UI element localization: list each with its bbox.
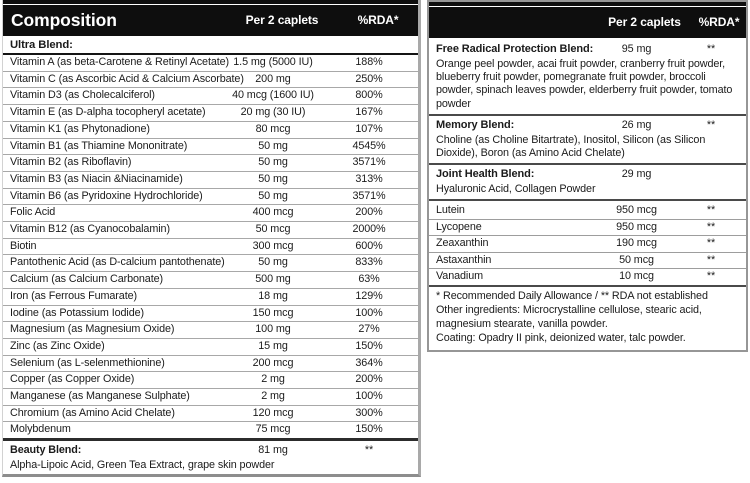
section-divider bbox=[429, 199, 746, 201]
beauty-blend-ingredients: Alpha-Lipoic Acid, Green Tea Extract, grape skin powder bbox=[10, 459, 275, 472]
blend-ingredients: Choline (as Choline Bitartrate), Inositol, Silicon (as Silicon Dioxide), Boron (as Amino Acid Chelate) bbox=[436, 133, 706, 160]
nutrient-amount: 200 mg bbox=[255, 72, 291, 85]
nutrient-rda: 27% bbox=[358, 323, 380, 336]
table-row bbox=[3, 422, 418, 438]
table-row bbox=[429, 269, 746, 286]
nutrient-name: Vitamin B2 (as Riboflavin) bbox=[10, 156, 132, 169]
header-top-strip bbox=[3, 0, 418, 4]
blend-rda: ** bbox=[364, 444, 374, 457]
nutrient-name: Copper (as Copper Oxide) bbox=[10, 373, 135, 386]
table-row bbox=[3, 339, 418, 356]
nutrient-amount: 2 mg bbox=[261, 390, 285, 403]
nutrient-name: Calcium (as Calcium Carbonate) bbox=[10, 273, 164, 286]
section-divider bbox=[429, 114, 746, 116]
nutrient-rda: ** bbox=[706, 270, 716, 283]
nutrient-rda: 129% bbox=[355, 289, 383, 302]
nutrient-rda: ** bbox=[706, 237, 716, 250]
nutrient-rda: ** bbox=[706, 204, 716, 217]
nutrient-amount: 50 mg bbox=[258, 189, 288, 202]
nutrient-rda: 100% bbox=[355, 306, 383, 319]
nutrient-amount: 50 mg bbox=[258, 172, 288, 185]
table-row bbox=[3, 272, 418, 289]
table-row bbox=[429, 220, 746, 237]
composition-panel bbox=[2, 0, 421, 477]
nutrient-name: Lycopene bbox=[436, 220, 482, 233]
nutrient-name: Iodine (as Potassium Iodide) bbox=[10, 306, 145, 319]
blend-rda: ** bbox=[706, 118, 716, 131]
nutrient-amount: 2 mg bbox=[261, 373, 285, 386]
column-header-rda: %RDA* bbox=[698, 15, 740, 29]
nutrient-amount: 50 mg bbox=[258, 139, 288, 152]
nutrient-amount: 20 mg (30 IU) bbox=[240, 106, 306, 119]
nutrient-name: Chromium (as Amino Acid Chelate) bbox=[10, 406, 175, 419]
nutrient-name: Vitamin C (as Ascorbic Acid & Calcium Ascorbate) bbox=[10, 72, 244, 85]
nutrient-amount: 150 mcg bbox=[252, 306, 294, 319]
nutrient-name: Astaxanthin bbox=[436, 253, 492, 266]
nutrient-rda: 313% bbox=[355, 172, 383, 185]
footnotes bbox=[429, 287, 746, 350]
column-header-rda: %RDA* bbox=[357, 13, 399, 27]
composition-header-bar bbox=[3, 5, 418, 36]
nutrient-name: Selenium (as L-selenmethionine) bbox=[10, 356, 165, 369]
nutrient-rda: ** bbox=[706, 253, 716, 266]
nutrient-table bbox=[3, 55, 418, 438]
blend-section bbox=[429, 118, 746, 165]
nutrient-amount: 190 mcg bbox=[616, 237, 657, 250]
blends-header-bar bbox=[429, 7, 746, 38]
nutrient-name: Molybdenum bbox=[10, 423, 71, 436]
table-row bbox=[429, 203, 746, 220]
panel-title: Composition bbox=[11, 10, 117, 30]
table-row bbox=[3, 356, 418, 373]
nutrient-rda: 2000% bbox=[352, 223, 386, 236]
other-ingredients-note: Other ingredients: Microcrystalline cellulose, stearic acid, magnesium stearate, vanilla powder. bbox=[436, 303, 702, 330]
nutrient-amount: 500 mg bbox=[255, 273, 291, 286]
table-row bbox=[3, 189, 418, 206]
blend-name: Free Radical Protection Blend: bbox=[436, 43, 594, 55]
nutrient-name: Iron (as Ferrous Fumarate) bbox=[10, 289, 137, 302]
table-row bbox=[429, 253, 746, 270]
nutrient-name: Folic Acid bbox=[10, 206, 56, 219]
blend-name: Joint Health Blend: bbox=[436, 168, 535, 181]
blend-ingredients: Orange peel powder, acai fruit powder, cranberry fruit powder, blueberry fruit powder, pomegranate fruit powder, broccoli powder, spinach leaves powder, elderberry fruit powder, tomato powder bbox=[436, 58, 733, 110]
nutrient-name: Biotin bbox=[10, 239, 37, 252]
nutrient-amount: 950 mcg bbox=[616, 220, 657, 233]
nutrient-name: Vanadium bbox=[436, 270, 484, 283]
nutrient-amount: 100 mg bbox=[255, 323, 291, 336]
blend-amount: 26 mg bbox=[621, 118, 652, 131]
nutrient-rda: 63% bbox=[358, 273, 380, 286]
blend-title-row bbox=[429, 167, 746, 182]
column-header-amount: Per 2 caplets bbox=[245, 13, 319, 27]
nutrient-amount: 50 mg bbox=[258, 256, 288, 269]
nutrient-amount: 120 mcg bbox=[252, 406, 294, 419]
nutrient-amount: 75 mcg bbox=[255, 423, 291, 436]
nutrient-rda: 188% bbox=[355, 56, 383, 68]
nutrient-rda: 800% bbox=[355, 89, 383, 102]
nutrient-name: Vitamin A (as beta-Carotene & Retinyl Acetate) bbox=[10, 56, 230, 68]
rda-footnote: * Recommended Daily Allowance / ** RDA not established bbox=[436, 289, 708, 302]
nutrient-rda: ** bbox=[706, 220, 716, 233]
nutrient-amount: 80 mcg bbox=[255, 122, 291, 135]
nutrient-rda: 300% bbox=[355, 406, 383, 419]
beauty-blend-row bbox=[3, 441, 418, 458]
nutrient-name: Zeaxanthin bbox=[436, 237, 489, 250]
blend-ingredients: Hyaluronic Acid, Collagen Powder bbox=[436, 183, 596, 196]
table-row bbox=[3, 55, 418, 72]
nutrient-name: Vitamin K1 (as Phytonadione) bbox=[10, 122, 150, 135]
nutrient-rda: 250% bbox=[355, 72, 383, 85]
blend-title-row bbox=[429, 118, 746, 133]
nutrient-name: Vitamin B3 (as Niacin &Niacinamide) bbox=[10, 172, 183, 185]
nutrient-amount: 300 mcg bbox=[252, 239, 294, 252]
nutrient-rda: 833% bbox=[355, 256, 383, 269]
table-row bbox=[3, 88, 418, 105]
blend-rda: ** bbox=[706, 43, 716, 55]
table-row bbox=[3, 72, 418, 89]
nutrient-rda: 150% bbox=[355, 339, 383, 352]
section-title: Ultra Blend: bbox=[10, 39, 73, 51]
nutrient-amount: 950 mcg bbox=[616, 204, 657, 217]
nutrient-rda: 100% bbox=[355, 390, 383, 403]
blend-name: Memory Blend: bbox=[436, 118, 515, 131]
nutrient-rda: 3571% bbox=[352, 189, 386, 202]
nutrient-amount: 50 mg bbox=[258, 156, 288, 169]
blend-title-row bbox=[429, 42, 746, 57]
table-row bbox=[3, 255, 418, 272]
blends-panel bbox=[427, 0, 748, 352]
column-header-amount: Per 2 caplets bbox=[608, 15, 681, 29]
nutrient-amount: 50 mcg bbox=[619, 253, 654, 266]
blend-section bbox=[429, 167, 746, 201]
blend-name: Beauty Blend: bbox=[10, 444, 82, 457]
nutrient-name: Vitamin B12 (as Cyanocobalamin) bbox=[10, 223, 170, 236]
nutrient-amount: 200 mcg bbox=[252, 356, 294, 369]
blend-amount: 29 mg bbox=[621, 168, 652, 181]
nutrient-rda: 4545% bbox=[352, 139, 386, 152]
blend-section bbox=[429, 42, 746, 116]
nutrient-name: Pantothenic Acid (as D-calcium pantothenate) bbox=[10, 256, 225, 269]
nutrient-amount: 18 mg bbox=[258, 289, 288, 302]
table-row bbox=[3, 205, 418, 222]
table-row bbox=[3, 139, 418, 156]
nutrient-amount: 50 mcg bbox=[255, 223, 291, 236]
nutrient-name: Vitamin B1 (as Thiamine Mononitrate) bbox=[10, 139, 188, 152]
nutrient-rda: 200% bbox=[355, 373, 383, 386]
table-row bbox=[3, 289, 418, 306]
table-row bbox=[3, 222, 418, 239]
nutrient-name: Vitamin D3 (as Cholecalciferol) bbox=[10, 89, 155, 102]
table-row bbox=[3, 155, 418, 172]
nutrient-name: Vitamin E (as D-alpha tocopheryl acetate) bbox=[10, 106, 206, 119]
ultra-blend-title-row bbox=[3, 36, 418, 55]
nutrient-name: Zinc (as Zinc Oxide) bbox=[10, 339, 105, 352]
nutrient-name: Manganese (as Manganese Sulphate) bbox=[10, 390, 190, 403]
table-row bbox=[3, 105, 418, 122]
nutrient-amount: 40 mcg (1600 IU) bbox=[232, 89, 314, 102]
table-row bbox=[3, 322, 418, 339]
nutrient-name: Lutein bbox=[436, 204, 465, 217]
table-row bbox=[3, 406, 418, 423]
table-row bbox=[3, 122, 418, 139]
blend-amount: 95 mg bbox=[621, 43, 652, 55]
nutrient-name: Vitamin B6 (as Pyridoxine Hydrochloride) bbox=[10, 189, 203, 202]
table-row bbox=[429, 236, 746, 253]
header-top-strip bbox=[429, 2, 746, 6]
table-row bbox=[3, 372, 418, 389]
nutrient-rda: 364% bbox=[355, 356, 383, 369]
table-row bbox=[3, 172, 418, 189]
blends-content bbox=[429, 38, 746, 350]
nutrient-amount: 400 mcg bbox=[252, 206, 294, 219]
nutrient-name: Magnesium (as Magnesium Oxide) bbox=[10, 323, 175, 336]
section-divider bbox=[429, 163, 746, 165]
nutrient-rda: 167% bbox=[355, 106, 383, 119]
nutrient-rda: 150% bbox=[355, 423, 383, 436]
nutrient-amount: 10 mcg bbox=[619, 270, 654, 283]
blend-amount: 81 mg bbox=[258, 444, 288, 457]
table-row bbox=[3, 239, 418, 256]
nutrient-rda: 200% bbox=[355, 206, 383, 219]
table-row bbox=[3, 389, 418, 406]
table-row bbox=[3, 306, 418, 323]
nutrient-rda: 107% bbox=[355, 122, 383, 135]
nutrient-amount: 15 mg bbox=[258, 339, 288, 352]
nutrient-rda: 600% bbox=[355, 239, 383, 252]
coating-note: Coating: Opadry II pink, deionized water, talc powder. bbox=[436, 331, 686, 344]
nutrient-rda: 3571% bbox=[352, 156, 386, 169]
nutrient-amount: 1.5 mg (5000 IU) bbox=[233, 56, 313, 68]
